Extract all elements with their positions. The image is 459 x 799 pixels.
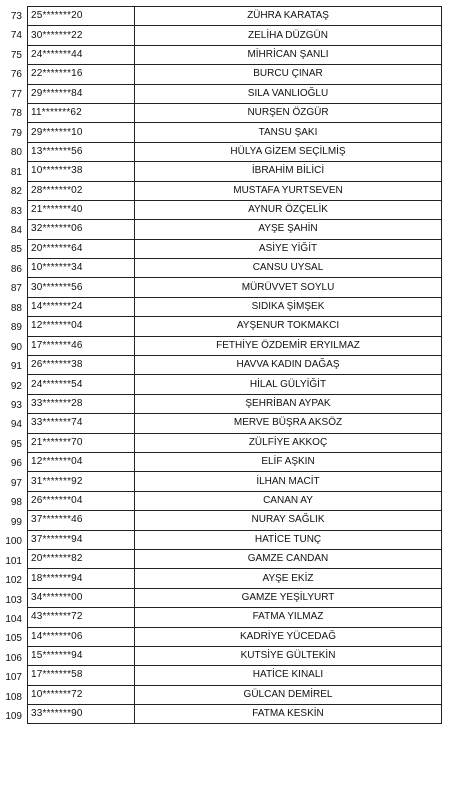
table-row — [28, 549, 442, 568]
table-row — [28, 84, 442, 103]
row-number: 78 — [10, 108, 22, 120]
full-name-cell: ŞEHRİBAN AYPAK — [135, 394, 442, 413]
full-name-cell: SILA VANLIOĞLU — [135, 84, 442, 103]
full-name-cell: TANSU ŞAKI — [135, 123, 442, 142]
table-row — [28, 336, 442, 355]
full-name-cell: İLHAN MACİT — [135, 472, 442, 491]
table-row — [28, 317, 442, 336]
masked-id-cell: 15*******94 — [28, 646, 135, 665]
masked-id-cell: 33*******90 — [28, 705, 135, 724]
masked-id-cell: 29*******10 — [28, 123, 135, 142]
masked-id-cell: 12*******04 — [28, 452, 135, 471]
row-number: 109 — [5, 711, 22, 723]
table-row — [28, 200, 442, 219]
masked-id-cell: 21*******70 — [28, 433, 135, 452]
full-name-cell: ZÜLFİYE AKKOÇ — [135, 433, 442, 452]
row-number: 93 — [10, 400, 22, 411]
row-number: 94 — [10, 419, 22, 431]
table-row — [28, 142, 442, 161]
masked-id-cell: 11*******62 — [28, 103, 135, 122]
table-row — [28, 103, 442, 122]
row-number: 103 — [5, 594, 22, 606]
masked-id-cell: 32*******06 — [28, 220, 135, 239]
table-row — [28, 162, 442, 181]
full-name-cell: BURCU ÇINAR — [135, 65, 442, 84]
row-number: 97 — [10, 477, 22, 489]
row-number: 84 — [10, 224, 22, 236]
masked-id-cell: 13*******56 — [28, 142, 135, 161]
full-name-cell: CANAN AY — [135, 491, 442, 510]
row-number: 96 — [10, 458, 22, 470]
full-name-cell: NURAY SAĞLIK — [135, 511, 442, 530]
full-name-cell: KUTSİYE GÜLTEKİN — [135, 646, 442, 665]
full-name-cell: GAMZE CANDAN — [135, 549, 442, 568]
full-name-cell: SIDIKA ŞİMŞEK — [135, 297, 442, 316]
table-row — [28, 608, 442, 627]
table-row — [28, 356, 442, 375]
masked-id-cell: 37*******94 — [28, 530, 135, 549]
masked-id-cell: 14*******24 — [28, 297, 135, 316]
row-number: 106 — [5, 652, 22, 664]
masked-id-cell: 30*******22 — [28, 26, 135, 45]
table-row — [28, 433, 442, 452]
masked-id-cell: 14*******06 — [28, 627, 135, 646]
row-number: 90 — [10, 341, 22, 353]
table-row — [28, 394, 442, 413]
full-name-cell: FATMA KESKİN — [135, 705, 442, 724]
masked-id-cell: 33*******28 — [28, 394, 135, 413]
table-row — [28, 278, 442, 297]
row-number: 83 — [10, 205, 22, 217]
full-name-cell: FATMA YILMAZ — [135, 608, 442, 627]
full-name-cell: KADRİYE YÜCEDAĞ — [135, 627, 442, 646]
masked-id-cell: 33*******74 — [28, 414, 135, 433]
full-name-cell: İBRAHİM BİLİCİ — [135, 162, 442, 181]
row-number: 100 — [5, 536, 22, 548]
table-row — [28, 297, 442, 316]
table-row — [28, 511, 442, 530]
table-row — [28, 375, 442, 394]
row-number: 101 — [5, 555, 22, 567]
masked-id-cell: 28*******02 — [28, 181, 135, 200]
row-number: 75 — [10, 49, 22, 61]
full-name-cell: ZÜHRA KARATAŞ — [135, 7, 442, 26]
masked-id-cell: 25*******20 — [28, 7, 135, 26]
row-number: 99 — [10, 516, 22, 528]
row-number: 105 — [5, 633, 22, 645]
row-number: 98 — [10, 497, 22, 509]
row-number: 79 — [10, 127, 22, 139]
table-row — [28, 472, 442, 491]
full-name-cell: MİHRİCAN ŞANLI — [135, 45, 442, 64]
row-number: 86 — [10, 263, 22, 275]
masked-id-cell: 17*******58 — [28, 666, 135, 685]
masked-id-cell: 10*******38 — [28, 162, 135, 181]
table-row — [28, 220, 442, 239]
masked-id-cell: 34*******00 — [28, 588, 135, 607]
full-name-cell: AYŞENUR TOKMAKCI — [135, 317, 442, 336]
row-number: 76 — [10, 69, 22, 81]
full-name-cell: HAVVA KADIN DAĞAŞ — [135, 356, 442, 375]
row-number: 82 — [10, 186, 22, 198]
row-number: 81 — [10, 166, 22, 178]
row-number: 85 — [10, 244, 22, 256]
row-number: 88 — [10, 302, 22, 314]
full-name-cell: HATİCE KINALI — [135, 666, 442, 685]
full-name-cell: FETHİYE ÖZDEMİR ERYILMAZ — [135, 336, 442, 355]
full-name-cell: CANSU UYSAL — [135, 259, 442, 278]
table-row — [28, 7, 442, 26]
row-number: 91 — [10, 361, 22, 373]
row-number: 95 — [10, 438, 22, 450]
table-row — [28, 530, 442, 549]
table-row — [28, 26, 442, 45]
table-row — [28, 705, 442, 724]
masked-id-cell: 43*******72 — [28, 608, 135, 627]
masked-id-cell: 29*******84 — [28, 84, 135, 103]
table-row — [28, 491, 442, 510]
full-name-cell: ELİF AŞKIN — [135, 452, 442, 471]
table-row — [28, 452, 442, 471]
applicant-table — [27, 6, 442, 724]
masked-id-cell: 31*******92 — [28, 472, 135, 491]
full-name-cell: MERVE BÜŞRA AKSÖZ — [135, 414, 442, 433]
row-number: 77 — [10, 88, 22, 100]
masked-id-cell: 24*******54 — [28, 375, 135, 394]
masked-id-cell: 21*******40 — [28, 200, 135, 219]
table-row — [28, 646, 442, 665]
full-name-cell: AYŞE EKİZ — [135, 569, 442, 588]
row-number: 80 — [10, 147, 22, 159]
row-number: 73 — [10, 11, 22, 22]
row-number: 108 — [5, 691, 22, 703]
masked-id-cell: 20*******64 — [28, 239, 135, 258]
row-number: 92 — [10, 380, 22, 392]
masked-id-cell: 30*******56 — [28, 278, 135, 297]
table-row — [28, 627, 442, 646]
full-name-cell: MÜRÜVVET SOYLU — [135, 278, 442, 297]
table-row — [28, 181, 442, 200]
full-name-cell: HİLAL GÜLYİĞİT — [135, 375, 442, 394]
full-name-cell: ASİYE YİĞİT — [135, 239, 442, 258]
table-row — [28, 65, 442, 84]
table-row — [28, 414, 442, 433]
full-name-cell: HATİCE TUNÇ — [135, 530, 442, 549]
masked-id-cell: 22*******16 — [28, 65, 135, 84]
row-number: 107 — [5, 672, 22, 684]
masked-id-cell: 24*******44 — [28, 45, 135, 64]
table-row — [28, 259, 442, 278]
table-row — [28, 569, 442, 588]
full-name-cell: HÜLYA GİZEM SEÇİLMİŞ — [135, 142, 442, 161]
row-number: 74 — [10, 30, 22, 42]
masked-id-cell: 10*******34 — [28, 259, 135, 278]
masked-id-cell: 26*******38 — [28, 356, 135, 375]
masked-id-cell: 26*******04 — [28, 491, 135, 510]
full-name-cell: AYŞE ŞAHİN — [135, 220, 442, 239]
masked-id-cell: 12*******04 — [28, 317, 135, 336]
table-row — [28, 239, 442, 258]
table-row — [28, 685, 442, 704]
full-name-cell: GAMZE YEŞİLYURT — [135, 588, 442, 607]
full-name-cell: NURŞEN ÖZGÜR — [135, 103, 442, 122]
masked-id-cell: 37*******46 — [28, 511, 135, 530]
table-row — [28, 45, 442, 64]
full-name-cell: ZELİHA DÜZGÜN — [135, 26, 442, 45]
row-number: 104 — [5, 613, 22, 625]
full-name-cell: AYNUR ÖZÇELİK — [135, 200, 442, 219]
masked-id-cell: 20*******82 — [28, 549, 135, 568]
table-row — [28, 588, 442, 607]
full-name-cell: GÜLCAN DEMİREL — [135, 685, 442, 704]
row-number: 102 — [5, 575, 22, 587]
masked-id-cell: 10*******72 — [28, 685, 135, 704]
masked-id-cell: 17*******46 — [28, 336, 135, 355]
row-number: 89 — [10, 322, 22, 334]
full-name-cell: MUSTAFA YURTSEVEN — [135, 181, 442, 200]
table-row — [28, 123, 442, 142]
row-number: 87 — [10, 283, 22, 295]
masked-id-cell: 18*******94 — [28, 569, 135, 588]
applicant-table-body — [28, 7, 442, 724]
table-row — [28, 666, 442, 685]
